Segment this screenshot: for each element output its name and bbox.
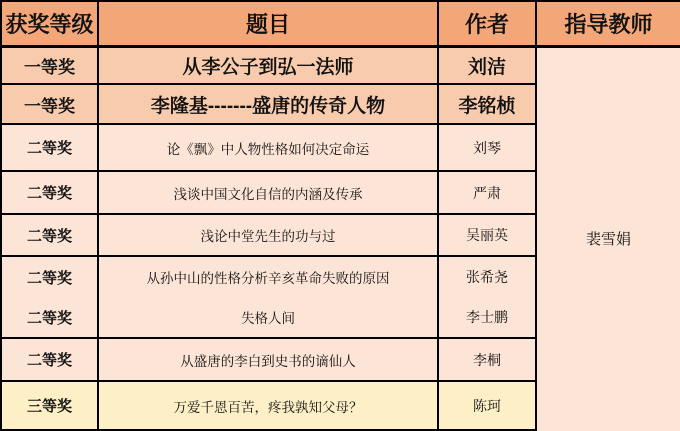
author-cell: 严肃 (438, 171, 536, 214)
header-award-level: 获奖等级 (1, 1, 98, 46)
title-cell: 失格人间 (98, 297, 438, 338)
award-cell: 二等奖 (1, 124, 98, 171)
award-cell: 二等奖 (1, 171, 98, 214)
author-cell: 张希尧 (438, 256, 536, 297)
author-cell: 吴丽英 (438, 214, 536, 256)
author-cell: 刘洁 (438, 46, 536, 84)
award-cell: 三等奖 (1, 381, 98, 430)
author-cell: 李士鹏 (438, 297, 536, 338)
title-cell: 浅谈中国文化自信的内涵及传承 (98, 171, 438, 214)
advisor-merged-cell: 裴雪娟 (536, 46, 680, 430)
author-cell: 陈珂 (438, 381, 536, 430)
header-advisor: 指导教师 (536, 1, 680, 46)
author-cell: 李铭桢 (438, 84, 536, 124)
header-author: 作者 (438, 1, 536, 46)
title-cell: 论《飘》中人物性格如何决定命运 (98, 124, 438, 171)
award-cell: 二等奖 (1, 214, 98, 256)
title-cell: 万爱千恩百苦，疼我孰知父母？ (98, 381, 438, 430)
author-cell: 刘琴 (438, 124, 536, 171)
title-cell: 浅论中堂先生的功与过 (98, 214, 438, 256)
award-cell: 二等奖 (1, 256, 98, 297)
title-cell: 从盛唐的李白到史书的谪仙人 (98, 338, 438, 381)
header-title: 题目 (98, 1, 438, 46)
title-cell: 李隆基-------盛唐的传奇人物 (98, 84, 438, 124)
award-cell: 二等奖 (1, 297, 98, 338)
award-cell: 一等奖 (1, 84, 98, 124)
award-cell: 一等奖 (1, 46, 98, 84)
table-header-row (1, 1, 680, 46)
title-cell: 从李公子到弘一法师 (98, 46, 438, 84)
award-cell: 二等奖 (1, 338, 98, 381)
table-row (1, 46, 680, 84)
author-cell: 李桐 (438, 338, 536, 381)
title-cell: 从孙中山的性格分析辛亥革命失败的原因 (98, 256, 438, 297)
